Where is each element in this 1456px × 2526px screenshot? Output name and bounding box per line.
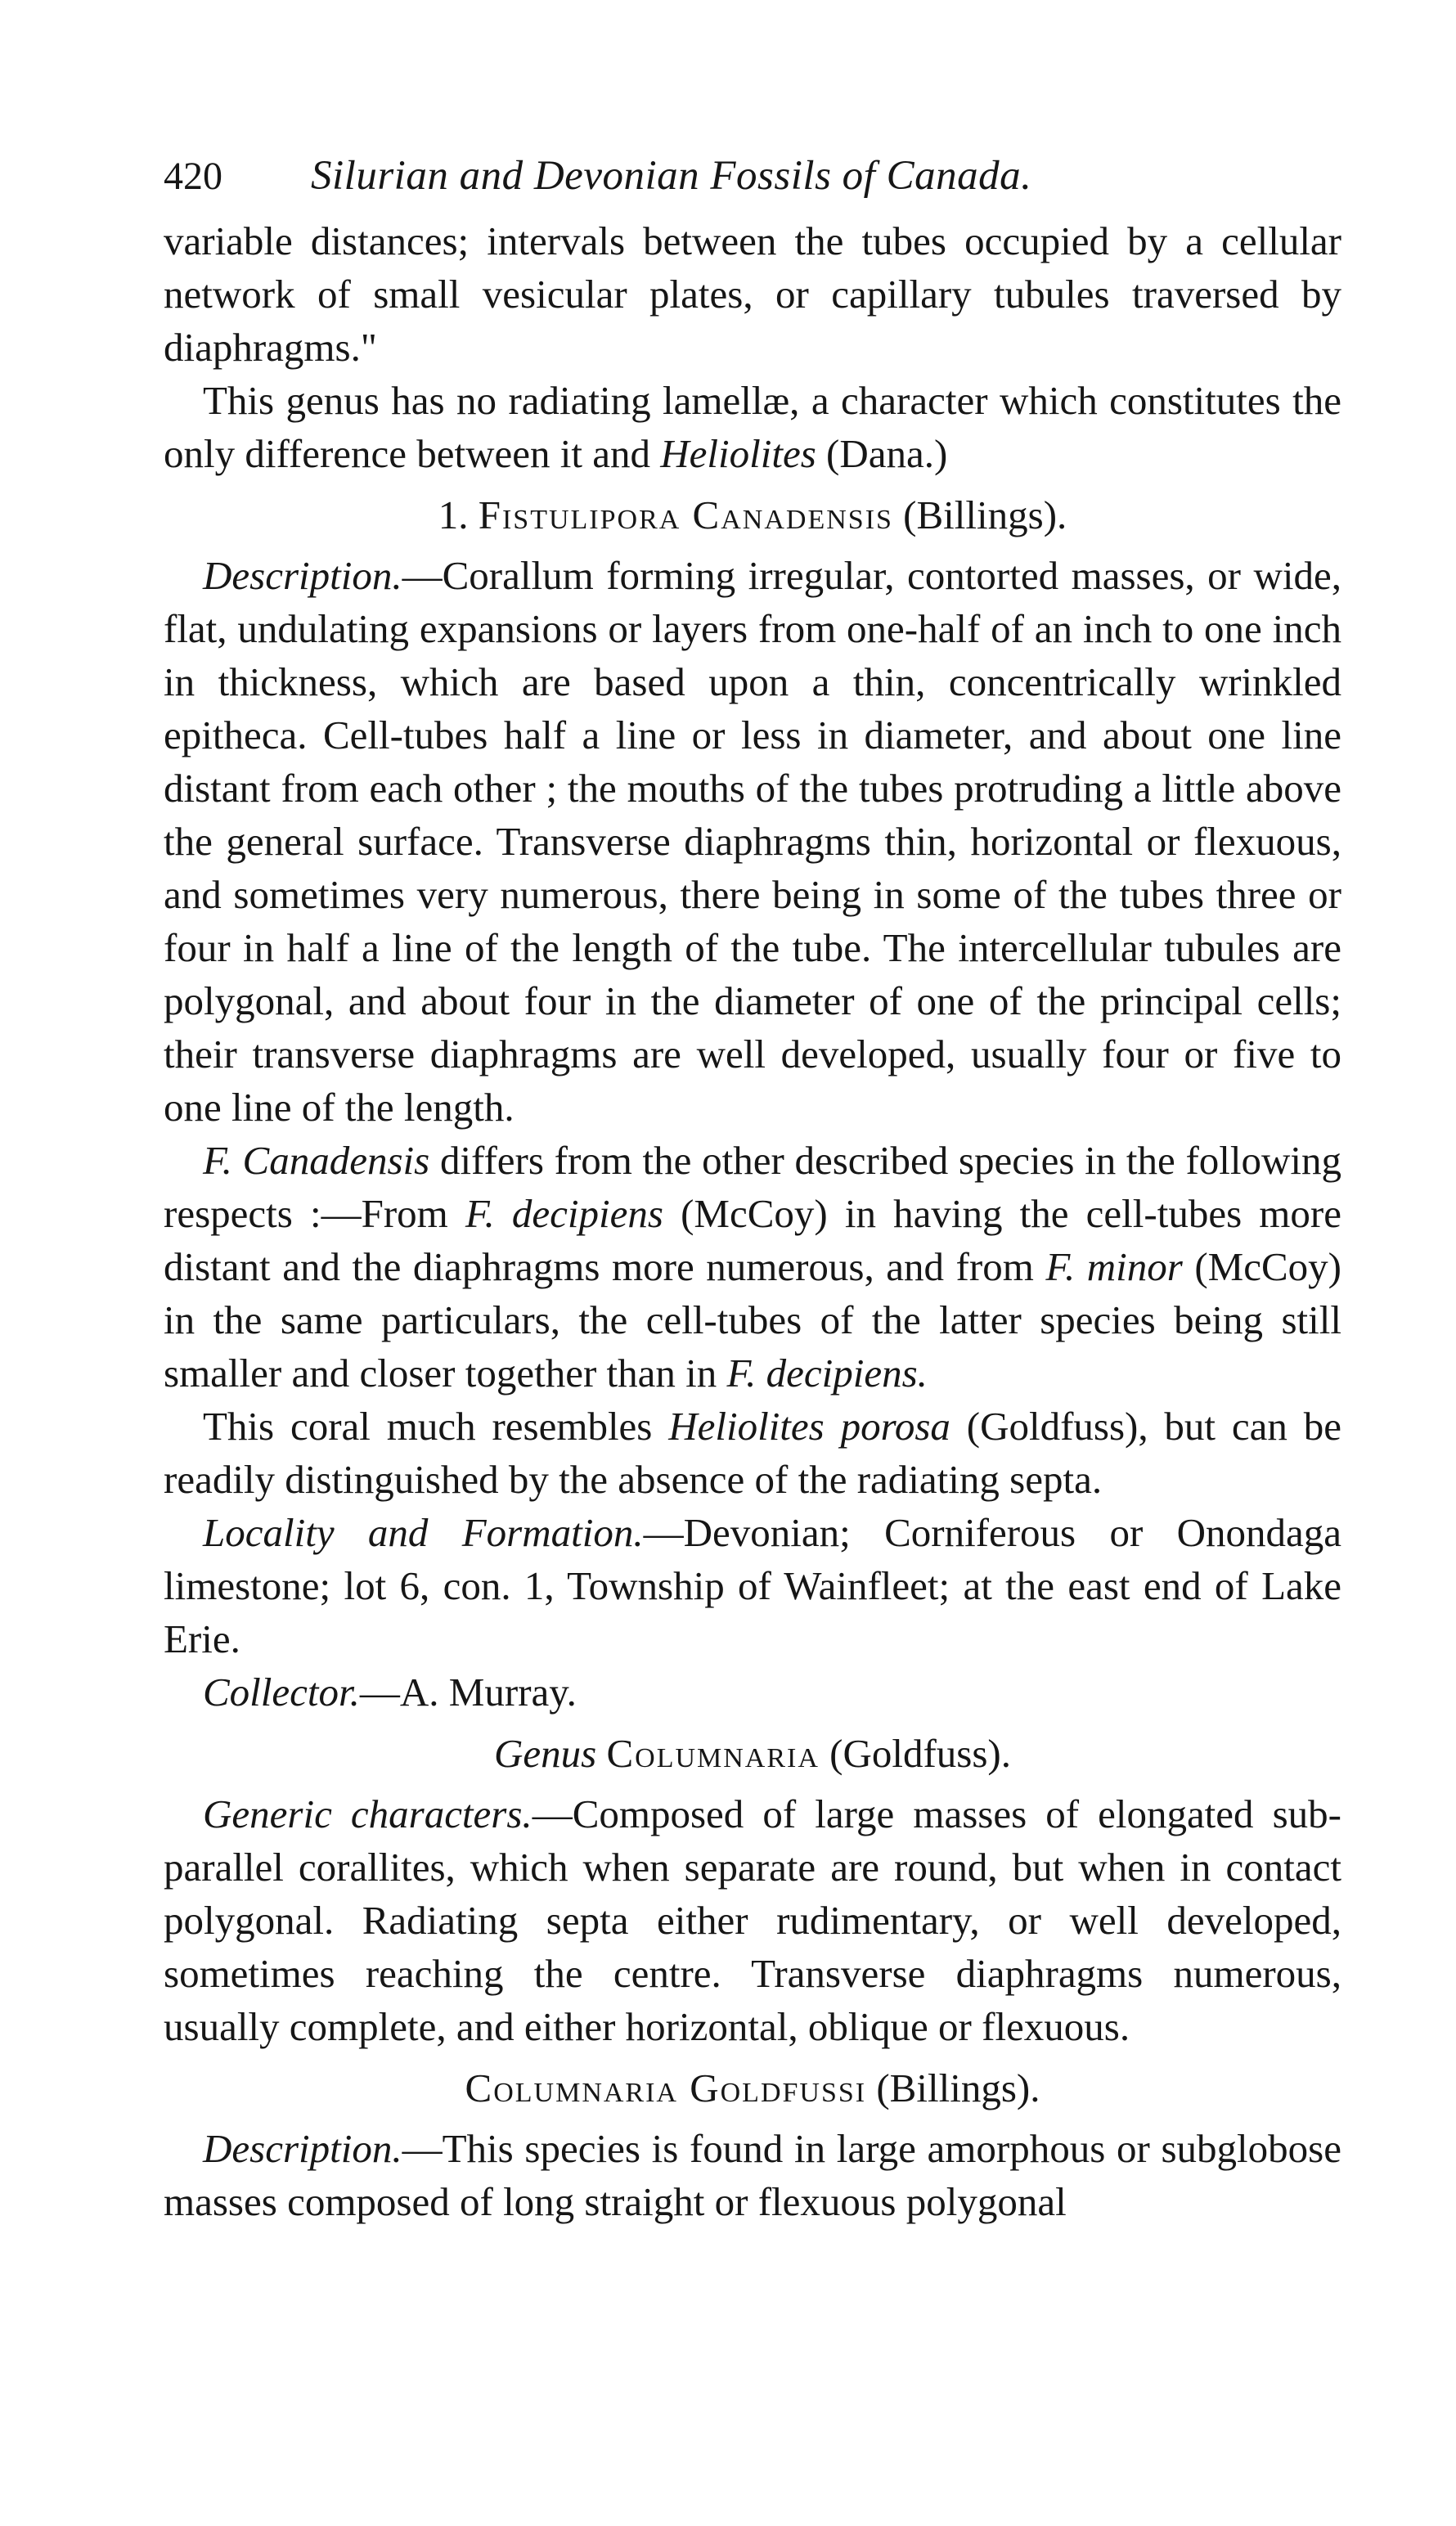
section-label: Description. xyxy=(203,553,402,598)
taxon-name: F. decipiens. xyxy=(726,1351,928,1396)
species-number: 1. xyxy=(438,492,469,537)
text-run: This coral much resembles xyxy=(203,1404,669,1449)
paragraph-resemblance xyxy=(164,1400,1341,1506)
species-heading-fistulipora xyxy=(164,487,1341,544)
text-run: —Composed of large masses of elongated sub-parallel corallites, which when separate are round, but when in contact polygonal. Radiating septa either rudimentary, or well developed, sometimes reaching the centre. Transverse diaphragms numerous, usually complete, and either horizontal, oblique or flexuous. xyxy=(164,1791,1341,2049)
text-run: differs from the other described species in the following respects :—From xyxy=(164,1138,1341,1236)
section-label: Collector. xyxy=(203,1670,360,1715)
taxon-name: Heliolites xyxy=(660,431,816,476)
section-label: Description. xyxy=(203,2126,402,2171)
book-page xyxy=(164,147,1341,2228)
taxon-name: F. minor xyxy=(1045,1244,1183,1289)
text-run: (McCoy) in having the cell-tubes more distant and the diaphragms more numerous, and from xyxy=(164,1191,1341,1289)
text-run: —Corallum forming irregular, contorted masses, or wide, flat, undulating expansions or layers from one-half of an inch to one inch in thickness, which are based upon a thin, concentrically wrinkled epitheca. Cell-tubes half a line or less in diameter, and about one line distant from each other ; the mouths of the tubes protruding a little above the general surface. Transverse diaphragms thin, horizontal or flexuous, and sometimes very numerous, there being in some of the tubes three or four in half a line of the length of the tube. The intercellular tubules are polygonal, and about four in the diameter of one of the principal cells; their transverse diaphragms are well developed, usually four or five to one line of the length. xyxy=(164,553,1341,1130)
species-authority: (Billings). xyxy=(903,492,1067,537)
genus-authority: (Goldfuss). xyxy=(829,1731,1011,1776)
paragraph-description-columnaria xyxy=(164,2122,1341,2228)
genus-heading-columnaria xyxy=(164,1725,1341,1782)
species-heading-columnaria xyxy=(164,2060,1341,2117)
species-authority: (Billings). xyxy=(876,2065,1040,2110)
paragraph-genus-note xyxy=(164,374,1341,480)
text-run: (McCoy) in the same particulars, the cell-tubes of the latter species being still smaller and closer together than in xyxy=(164,1244,1341,1396)
section-label: Generic characters. xyxy=(203,1791,533,1836)
taxon-name: Heliolites porosa xyxy=(668,1404,950,1449)
running-title: Silurian and Devonian Fossils of Canada. xyxy=(311,153,1032,199)
page-number: 420 xyxy=(164,155,222,198)
text-run: —This species is found in large amorphous or subglobose masses composed of long straight or flexuous polygonal xyxy=(164,2126,1341,2224)
text-run: —A. Murray. xyxy=(359,1670,577,1715)
genus-name: Columnaria xyxy=(606,1731,820,1776)
text-run: —Devonian; Corniferous or Onondaga limestone; lot 6, con. 1, Township of Wainfleet; at the east end of Lake Erie. xyxy=(164,1510,1341,1661)
paragraph-comparison xyxy=(164,1134,1341,1400)
paragraph-locality xyxy=(164,1506,1341,1665)
taxon-name: F. Canadensis xyxy=(203,1138,430,1183)
species-name: Columnaria Goldfussi xyxy=(465,2065,867,2110)
section-label: Locality and Formation. xyxy=(203,1510,644,1555)
genus-word: Genus xyxy=(493,1731,597,1776)
paragraph-generic-characters xyxy=(164,1787,1341,2053)
taxon-name: F. decipiens xyxy=(465,1191,663,1236)
species-name: Fistulipora Canadensis xyxy=(478,492,893,537)
running-head xyxy=(164,147,1341,205)
paragraph-description xyxy=(164,549,1341,1134)
text-run: (Goldfuss), but can be readily distinguished by the absence of the radiating septa. xyxy=(164,1404,1341,1502)
text-run: This genus has no radiating lamellæ, a character which constitutes the only difference between it and xyxy=(164,378,1341,476)
paragraph-collector xyxy=(164,1665,1341,1719)
paragraph-continuation: variable distances; intervals between the tubes occupied by a cellular network of small vesicular plates, or capillary tubules traversed by diaphragms." xyxy=(164,218,1341,370)
text-run: (Dana.) xyxy=(816,431,948,476)
